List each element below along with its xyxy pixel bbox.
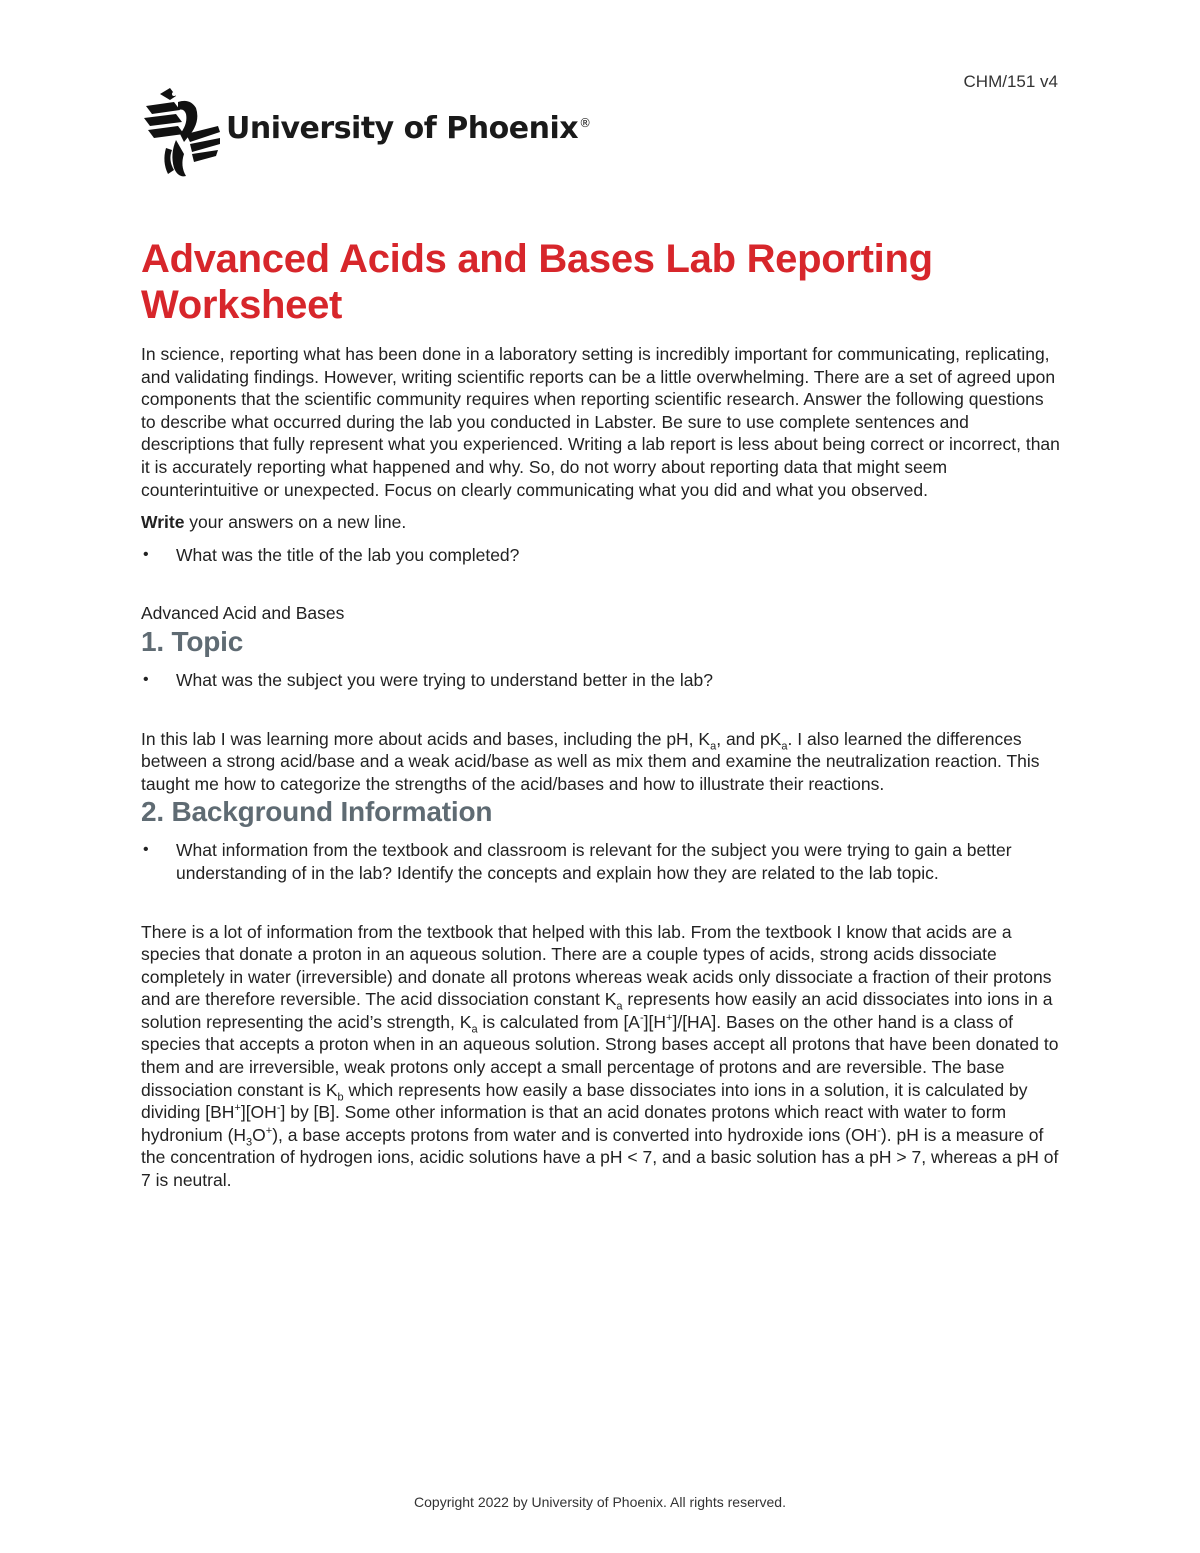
document-body bbox=[141, 236, 1061, 1192]
title-answer: Advanced Acid and Bases bbox=[141, 603, 345, 624]
section-heading-background: 2. Background Information bbox=[141, 796, 493, 828]
copyright-footer: Copyright 2022 by University of Phoenix. All rights reserved. bbox=[414, 1494, 786, 1510]
intro-paragraph: In science, reporting what has been done in a laboratory setting is incredibly important for communicating, replicating, and validating findings. However, writing scientific reports can be a little overwhelming. There are a set of agreed upon components that the scientific community requires when reporting scientific research. Answer the following questions to describe what occurred during the lab you conducted in Labster. Be sure to use complete sentences and descriptions that fully represent what you experienced. Writing a lab report is less about being correct or incorrect, than it is accurately reporting what happened and why. So, do not worry about reporting data that might seem counterintuitive or unexpected. Focus on clearly communicating what you did and what you observed. bbox=[141, 344, 1060, 500]
list-item: • What was the title of the lab you completed? bbox=[141, 544, 1061, 567]
phoenix-bird-logo bbox=[140, 84, 222, 180]
list-item: • What was the subject you were trying to understand better in the lab? bbox=[141, 669, 1061, 692]
background-question-list bbox=[141, 839, 1061, 884]
page-title: Advanced Acids and Bases Lab Reporting Worksheet bbox=[141, 237, 933, 327]
brand-wordmark: University of Phoenix® bbox=[226, 110, 591, 146]
topic-answer: In this lab I was learning more about acids and bases, including the pH, $K_a$, and $pK_a$. I also learned the differences between a strong acid/base and a weak acid/base as well as mix them and examine the neutralization reaction. This taught me how to categorize the strengths of the acid/bases and how to illustrate their reactions. bbox=[141, 728, 1040, 794]
instruction-bold: Write bbox=[141, 512, 185, 533]
section-heading-topic: 1. Topic bbox=[141, 625, 244, 657]
instruction-text: your answers on a new line. bbox=[184, 512, 407, 533]
instruction-line bbox=[141, 511, 1061, 534]
registered-mark: ® bbox=[579, 115, 591, 130]
university-logo bbox=[140, 84, 591, 180]
topic-question-list bbox=[141, 669, 1061, 692]
title-question-list bbox=[141, 544, 1061, 567]
list-item: • What information from the textbook and classroom is relevant for the subject you were trying to gain a better understanding of in the lab? Identify the concepts and explain how they are related to the lab topic. bbox=[141, 839, 1061, 884]
background-answer: There is a lot of information from the textbook that helped with this lab. From the textbook I know that acids are a species that donate a proton in an aqueous solution. There are a couple types of acids, strong acids dissociate completely in water (irreversible) and donate all protons whereas weak acids only dissociate a fraction of their protons and are therefore reversible. The acid dissociation constant $K_a$ represents how easily an acid dissociates into ions in a solution representing the acid’s strength, $K_a$ is calculated from [A-][H+]/[HA]. Bases on the other hand is a class of species that accepts a proton when in an aqueous solution. Strong bases accept all protons that have been donated to them and are irreversible, weak protons only accept a small percentage of protons and are reversible. The base dissociation constant is $K_b$ which represents how easily a base dissociates into ions in a solution, it is calculated by dividing [BH+][OH-] by [B]. Some other information is that an acid donates protons which react with water to form hydronium $(H_3O^+)$, a base accepts protons from water and is converted into hydroxide ions (OH-). pH is a measure of the concentration of hydrogen ions, acidic solutions have a pH < 7, and a basic solution has a pH > 7, whereas a pH of 7 is neutral. bbox=[141, 921, 1059, 1191]
course-code: CHM/151 v4 bbox=[963, 72, 1058, 91]
